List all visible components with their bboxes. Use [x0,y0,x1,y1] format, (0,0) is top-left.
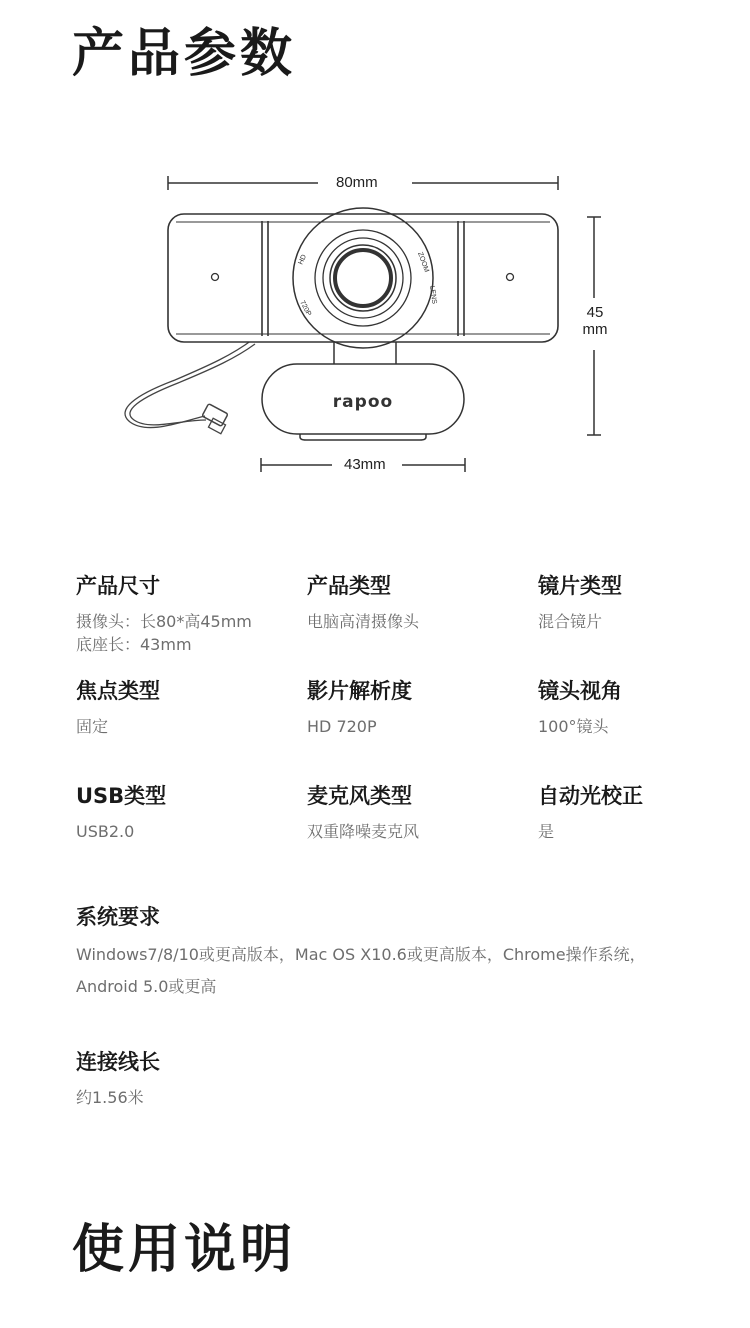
spec-product-type [307,572,419,633]
spec-value [538,610,622,633]
height-unit: mm [582,320,608,338]
lens-text-lens: LENS [428,285,438,305]
base-dimension-label: 43mm [344,456,386,473]
section-title-product-params: 产品参数 [72,24,297,84]
spec-value-line: 约1.56米 [76,1088,144,1107]
spec-value [538,715,622,738]
brand-logo: rapoo [332,392,394,412]
webcam-dimension-diagram [0,150,750,490]
spec-value [538,820,643,843]
spec-value [307,610,419,633]
section-title-usage-instructions: 使用说明 [72,1220,297,1280]
lens-text-zoom: ZOOM [416,251,430,274]
spec-value-line: 双重降噪麦克风 [307,822,420,841]
spec-label: 焦点类型 [76,679,160,703]
spec-value-line: Windows7/8/10或更高版本，Mac OS X10.6或更高版本，Chrome操作系统，Android 5.0或更高 [76,945,646,996]
spec-value [76,1086,160,1109]
spec-focus-type [76,677,160,738]
spec-value [307,820,419,843]
spec-label: 连接线长 [76,1050,160,1074]
spec-value-line: 底座长：43mm [76,635,192,654]
spec-value [307,715,412,738]
spec-value-line: HD 720P [307,717,377,736]
spec-system-requirements [76,903,676,1003]
spec-value-line: 固定 [76,717,109,736]
height-dimension-label [578,305,612,338]
spec-label: 系统要求 [76,905,160,929]
spec-auto-light-correction [538,782,643,843]
spec-value-line: 100°镜头 [538,717,609,736]
webcam-drawing [0,150,750,490]
webcam-body [168,214,558,342]
spec-usb-type [76,782,166,843]
spec-label: USB类型 [76,784,167,808]
spec-cable-length [76,1048,160,1109]
spec-label: 产品尺寸 [76,574,160,598]
spec-value-line: USB2.0 [76,822,135,841]
spec-value-line: 是 [538,822,555,841]
spec-value-line: 电脑高清摄像头 [307,612,420,631]
spec-lens-angle [538,677,622,738]
width-dimension-label: 80mm [336,174,378,191]
spec-value [76,715,160,738]
spec-label: 镜片类型 [538,574,622,598]
usb-cable [125,340,255,434]
spec-value [76,610,252,656]
spec-microphone-type [307,782,419,843]
spec-value-line: 混合镜片 [538,612,603,631]
lens-text-720p: 720P [298,299,313,318]
height-value: 45 [586,304,604,321]
spec-label: 麦克风类型 [307,784,412,808]
spec-product-size [76,572,252,656]
spec-label: 自动光校正 [538,784,643,808]
spec-lens-type [538,572,622,633]
spec-value [76,820,166,843]
spec-label: 影片解析度 [307,679,412,703]
spec-label: 产品类型 [307,574,391,598]
spec-value-line: 摄像头：长80*高45mm [76,612,252,631]
spec-value [76,939,676,1003]
lens-text-hd: HD [297,253,309,266]
spec-video-resolution [307,677,412,738]
spec-label: 镜头视角 [538,679,622,703]
